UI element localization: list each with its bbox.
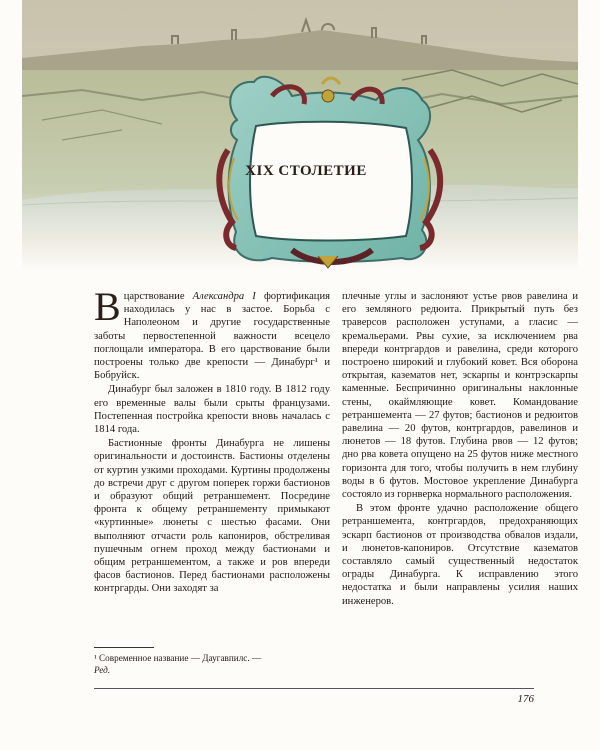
text: фортификация находилась у нас в застое. Борьба с Наполеоном и другие государственные заботы первостепенной важности всецело поглощали императора. В его царствование были построены только две крепости — Динабург¹ и Бобруйск. xyxy=(94,291,330,382)
paragraph: плечные углы и заслоняют устье рвов равелина и его земляного редюита. Прикрытый путь без траверсов расположен уступами, а гласис — кремальерами. Рвы сухие, за исключением рва впереди контргардов и равелина, среди которого построено широкий и глубокий ковет. Вся оборона открытая, казематов нет, эскарпы и контрэскарпы каменные. Беспричинно оригинальны наклонные стены, окаймляющие ковет. Командование ретраншемента — 27 футов; бастионов и редюитов равелина — 20 футов, контргардов, равелинов и люнетов — 18 футов. Глубина рвов — 12 футов; дно рва ковета опущено на 25 футов ниже местного горизонта для того, чтобы получить в нем глубину воды в 6 футов. Мостовое укрепление Динабурга состояло из горнверка нормального расположения. xyxy=(342,291,578,501)
footnote-text: ¹ Современное название — Даугавпилс. — xyxy=(94,653,262,663)
left-column xyxy=(94,284,330,596)
footnote-editor: Ред. xyxy=(94,665,111,675)
footnote-divider xyxy=(94,647,154,648)
page-number: 176 xyxy=(517,693,534,705)
header-illustration xyxy=(22,0,578,272)
emphasis-name: Александра I xyxy=(192,291,256,302)
text: царствование xyxy=(123,291,193,302)
paragraph: В этом фронте удачно расположение общего ретраншемента, контргардов, предохраняющих эскарп бастионов от производства обвалов издали, и люнетов-капониров. Отсутствие казематов составляло самый существенный недостаток ограды Динабурга. К исправлению этого недостатка и были направлены усилия наших инженеров. xyxy=(342,503,578,607)
city-panorama-image xyxy=(22,0,578,272)
bottom-divider xyxy=(94,688,534,689)
paragraph: Бастионные фронты Динабурга не лишены оригинальности и достоинств. Бастионы отделены от куртин узкими проходами. Куртины продолжены до встречи друг с другом поперек горжи бастионов и образуют общий ретраншемент. Посредине фронта к общему ретраншементу примыкают «куртинные» люнеты с шестью фасами. Они выполняют отчасти роль капониров, обстреливая пушечным огнем проход между бастионами и общим ретраншементом, а также и ров впереди фасов бастионов. Перед бастионами расположены контргарды. Они заходят за xyxy=(94,438,330,595)
chapter-title: XIX СТОЛЕТИЕ xyxy=(245,163,367,179)
paragraph: Динабург был заложен в 1810 году. В 1812 году его временные валы были срыты французами. Постепенная постройка крепости вновь началась с 1814 года. xyxy=(94,384,330,436)
footnote xyxy=(94,652,330,676)
right-column xyxy=(342,290,578,608)
drop-cap: В xyxy=(94,284,121,329)
paragraph xyxy=(94,284,330,382)
